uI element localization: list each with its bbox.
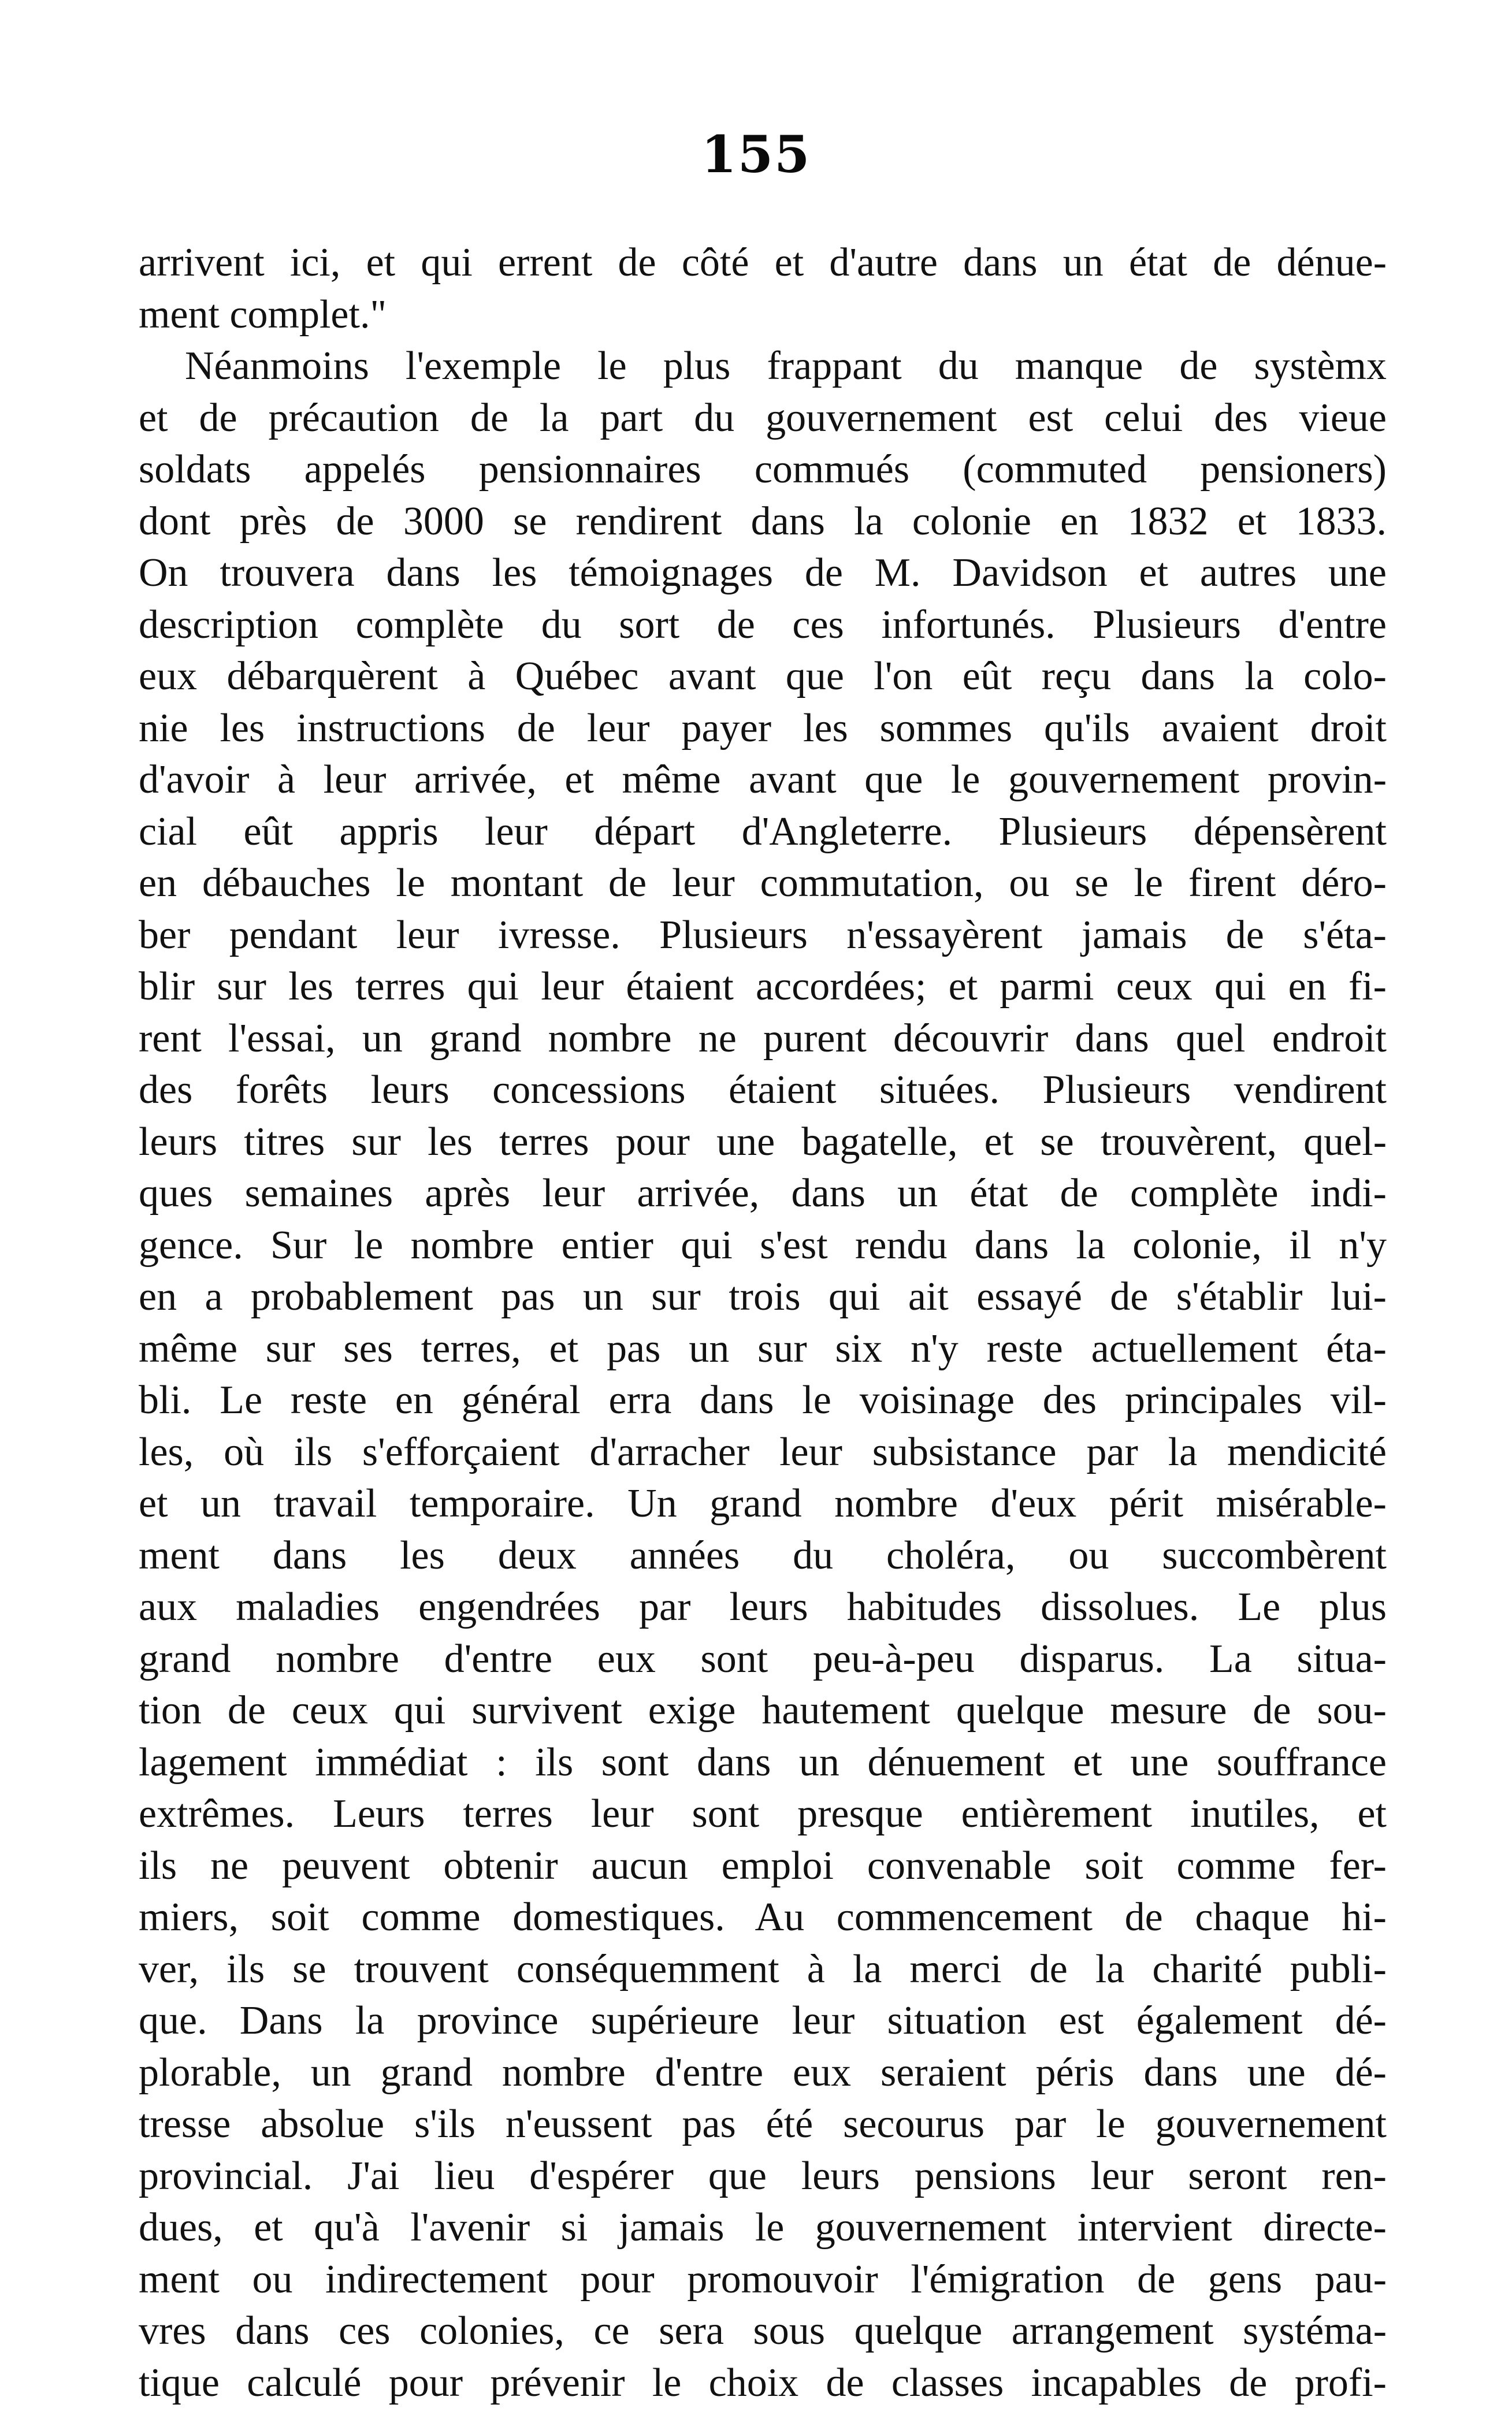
text-line: arrivent ici, et qui errent de côté et d'autre dans un état de dénue-: [139, 240, 1387, 285]
text-line: ment ou indirectement pour promouvoir l'émigration de gens pau-: [139, 2257, 1387, 2302]
text-line: ques semaines après leur arrivée, dans un état de complète indi-: [139, 1171, 1387, 1216]
text-line: aux maladies engendrées par leurs habitudes dissolues. Le plus: [139, 1585, 1387, 1629]
text-line: blir sur les terres qui leur étaient accordées; et parmi ceux qui en fi-: [139, 964, 1387, 1009]
text-line: miers, soit comme domestiques. Au commencement de chaque hi-: [139, 1895, 1387, 1939]
text-line: dues, et qu'à l'avenir si jamais le gouvernement intervient directe-: [139, 2205, 1387, 2250]
text-line: description complète du sort de ces infortunés. Plusieurs d'entre: [139, 602, 1387, 647]
text-line: tresse absolue s'ils n'eussent pas été secourus par le gouvernement: [139, 2102, 1387, 2146]
text-line: grand nombre d'entre eux sont peu-à-peu disparus. La situa-: [139, 1636, 1387, 1681]
text-line: et un travail temporaire. Un grand nombre d'eux périt misérable-: [139, 1481, 1387, 1526]
text-line: des forêts leurs concessions étaient situées. Plusieurs vendirent: [139, 1068, 1387, 1112]
text-line: Néanmoins l'exemple le plus frappant du manque de systèmx: [185, 344, 1387, 388]
page-number: 155: [701, 124, 811, 184]
text-line: en a probablement pas un sur trois qui ait essayé de s'établir lui-: [139, 1274, 1387, 1319]
text-line: cial eût appris leur départ d'Angleterre. Plusieurs dépensèrent: [139, 809, 1387, 854]
text-line: en débauches le montant de leur commutation, ou se le firent déro-: [139, 861, 1387, 905]
text-line: lagement immédiat : ils sont dans un dénuement et une souffrance: [139, 1740, 1387, 1785]
text-line: d'avoir à leur arrivée, et même avant que le gouvernement provin-: [139, 757, 1387, 802]
text-line: dont près de 3000 se rendirent dans la colonie en 1832 et 1833.: [139, 499, 1387, 544]
text-line: ils ne peuvent obtenir aucun emploi convenable soit comme fer-: [139, 1843, 1387, 1888]
text-line: tion de ceux qui survivent exige hautement quelque mesure de sou-: [139, 1688, 1387, 1733]
text-line: bli. Le reste en général erra dans le voisinage des principales vil-: [139, 1378, 1387, 1422]
text-line: vres dans ces colonies, ce sera sous quelque arrangement systéma-: [139, 2309, 1387, 2353]
text-line: tique calculé pour prévenir le choix de classes incapables de profi-: [139, 2360, 1387, 2405]
text-line: leurs titres sur les terres pour une bagatelle, et se trouvèrent, quel-: [139, 1119, 1387, 1164]
text-line: soldats appelés pensionnaires commués (commuted pensioners): [139, 447, 1387, 492]
text-line: même sur ses terres, et pas un sur six n'y reste actuellement éta-: [139, 1326, 1387, 1371]
text-line: rent l'essai, un grand nombre ne purent découvrir dans quel endroit: [139, 1016, 1387, 1061]
text-line: plorable, un grand nombre d'entre eux seraient péris dans une dé-: [139, 2050, 1387, 2095]
text-line: eux débarquèrent à Québec avant que l'on eût reçu dans la colo-: [139, 654, 1387, 698]
text-line: et de précaution de la part du gouvernement est celui des vieue: [139, 395, 1387, 440]
text-line: ber pendant leur ivresse. Plusieurs n'essayèrent jamais de s'éta-: [139, 912, 1387, 957]
text-line: extrêmes. Leurs terres leur sont presque entièrement inutiles, et: [139, 1792, 1387, 1836]
text-line: ver, ils se trouvent conséquemment à la merci de la charité publi-: [139, 1946, 1387, 1991]
text-line: gence. Sur le nombre entier qui s'est rendu dans la colonie, il n'y: [139, 1222, 1387, 1268]
text-line: ment complet.": [139, 292, 387, 337]
text-line: On trouvera dans les témoignages de M. Davidson et autres une: [139, 551, 1387, 595]
text-line: provincial. J'ai lieu d'espérer que leurs pensions leur seront ren-: [139, 2153, 1387, 2198]
text-line: que. Dans la province supérieure leur situation est également dé-: [139, 1998, 1387, 2043]
text-line: nie les instructions de leur payer les sommes qu'ils avaient droit: [139, 705, 1387, 750]
body-text: [139, 237, 1387, 2409]
text-line: ment dans les deux années du choléra, ou succombèrent: [139, 1533, 1387, 1578]
text-line: les, où ils s'efforçaient d'arracher leur subsistance par la mendicité: [139, 1429, 1387, 1474]
